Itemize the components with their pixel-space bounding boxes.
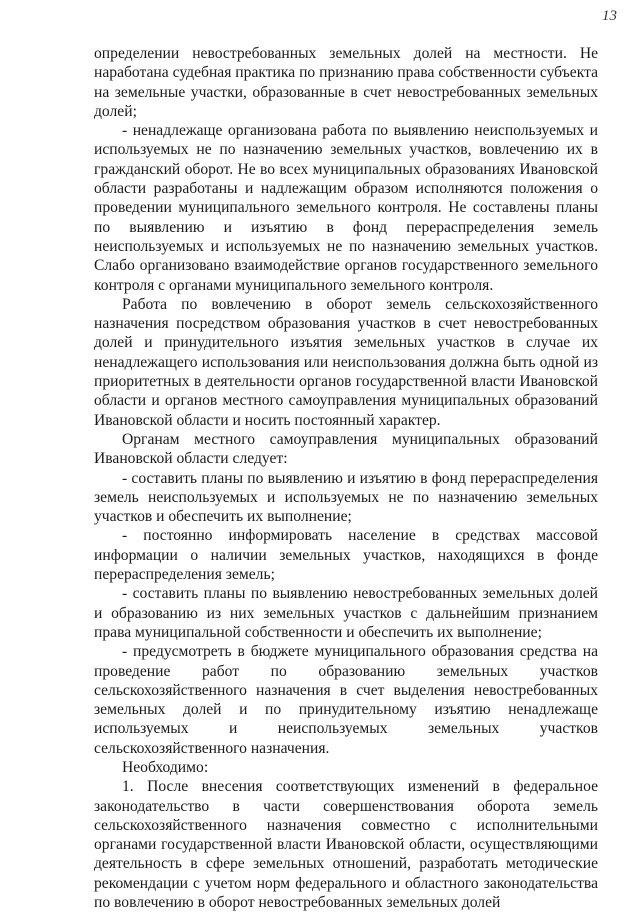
list-item-inform-population: - постоянно информировать население в средствах массовой информации о наличии земельных участков, находящихся в фонде перераспределения земель; — [94, 527, 598, 584]
paragraph-land-involvement: Работа по вовлечению в оборот земель сельскохозяйственного назначения посредством образования участков в счет невостребованных долей и принудительного изъятия земельных участков в случае их ненадлежащего использования или неиспользования должна быть одной из приоритетных в деятельности органов государственной власти Ивановской области и органов местного самоуправления муниципальных образований Ивановской области и носить постоянный характер. — [94, 295, 598, 429]
paragraph-continuation: определении невостребованных земельных долей на местности. Не наработана судебная практика по признанию права собственности субъекта на земельные участки, образованные в счет невостребованных земельных долей; — [94, 45, 598, 120]
list-item-budget-funds: - предусмотреть в бюджете муниципального образования средства на проведение работ по образованию земельных участков сельскохозяйственного назначения в счет выделения невостребованных земельных долей и по принудительному изъятию ненадлежаще используемых и неиспользуемых земельных участков сельскохозяйственного назначения. — [94, 643, 598, 757]
document-body — [94, 44, 598, 912]
paragraph-necessary: Необходимо: — [122, 758, 209, 776]
list-item-unclaimed-shares-plans: - составить планы по выявлению невостребованных земельных долей и образованию из них земельных участков с дальнейшим признанием права муниципальной собственности и обеспечить их выполнение; — [94, 585, 598, 641]
paragraph-land-turnover-issues: - ненадлежаще организована работа по выявлению неиспользуемых и используемых не по назначению земельных участков, вовлечению их в гражданский оборот. Не во всех муниципальных образованиях Ивановской области разработаны и надлежащим образом исполняются положения о проведении муниципального земельного контроля. Не составлены планы по выявлению и изъятию в фонд перераспределения земель неиспользуемых и используемых не по назначению земельных участков. Слабо организовано взаимодействие органов государственного земельного контроля с органами муниципального земельного контроля. — [94, 122, 598, 294]
paragraph-item-1: 1. После внесения соответствующих изменений в федеральное законодательство в части совершенствования оборота земель сельскохозяйственного назначения совместно с исполнительными органами государственной власти Ивановской области, осуществляющими деятельность в сфере земельных отношений, разработать методические рекомендации с учетом норм федерального и областного законодательства по вовлечению в оборот невостребованных земельных долей — [94, 778, 598, 912]
paragraph-local-authorities-intro: Органам местного самоуправления муниципальных образований Ивановской области следует: — [94, 430, 598, 468]
list-item-redistribution-plans: - составить планы по выявлению и изъятию в фонд перераспределения земель неиспользуемых и используемых не по назначению земельных участков и обеспечить их выполнение; — [94, 469, 598, 526]
page-number: 13 — [602, 8, 617, 24]
